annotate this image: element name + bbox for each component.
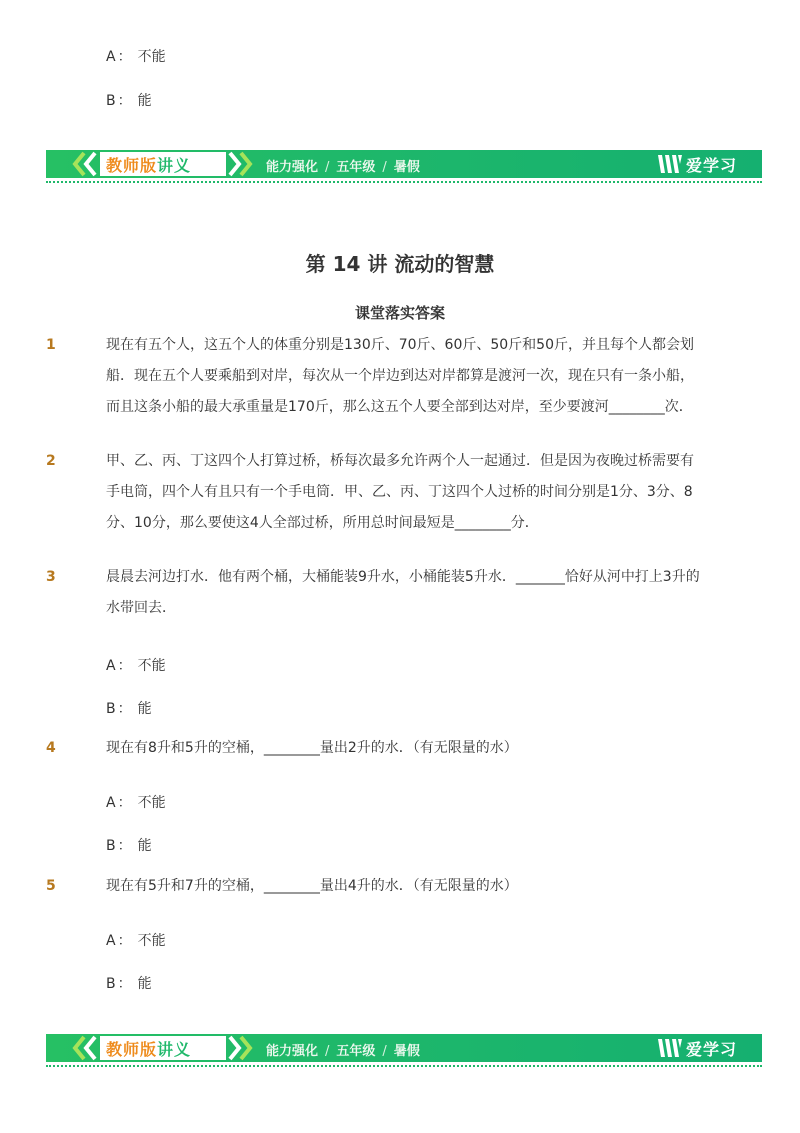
breadcrumb-separator: /	[325, 160, 330, 175]
section-title: 课堂落实答案	[354, 304, 445, 322]
double-chevron-left-icon	[70, 150, 102, 178]
option-text: 不能	[137, 795, 166, 811]
breadcrumb-item: 暑假	[393, 1044, 420, 1059]
option-text: 能	[137, 93, 152, 109]
double-chevron-left-icon	[70, 1034, 102, 1062]
breadcrumb-separator: /	[382, 160, 387, 175]
banner-dotted-line	[46, 1065, 762, 1067]
option-sep: ：	[117, 933, 132, 949]
question-line: 水带回去．	[106, 600, 176, 616]
option-sep: ：	[117, 795, 132, 811]
question-text	[106, 871, 728, 902]
option-text: 能	[137, 838, 152, 854]
banner-dotted-line	[46, 181, 762, 183]
question-line: 而且这条小船的最大承重量是170斤，那么这五个人要全部到达对岸，至少要渡河________次．	[106, 399, 693, 415]
brand-logo	[656, 1036, 756, 1060]
question-line: 船．现在五个人要乘船到对岸，每次从一个岸边到达对岸都算是渡河一次，现在只有一条小船，	[106, 368, 694, 384]
question-number: 2	[46, 453, 56, 469]
question-line: 晨晨去河边打水．他有两个桶，大桶能装9升水，小桶能装5升水．_______恰好从河中打上3升的	[106, 569, 700, 585]
option-letter: A	[106, 795, 116, 811]
question-number: 5	[46, 878, 56, 894]
option-b	[106, 90, 152, 110]
option-sep: ：	[117, 49, 132, 65]
banner-title-part2: 讲义	[157, 156, 192, 175]
question-text	[106, 733, 728, 764]
double-chevron-right-icon	[224, 1034, 258, 1062]
brand-name: 爱学习	[686, 1040, 738, 1059]
footer-banner	[46, 1034, 762, 1068]
question-number: 3	[46, 569, 56, 585]
breadcrumb-item: 能力强化	[266, 160, 319, 175]
header-banner	[46, 150, 762, 184]
option-sep: ：	[117, 838, 132, 854]
banner-title-part2: 讲义	[157, 1040, 192, 1059]
option-text: 不能	[137, 933, 166, 949]
option-b	[106, 835, 152, 855]
option-a	[106, 792, 166, 812]
question-number: 4	[46, 740, 56, 756]
option-letter: A	[106, 933, 116, 949]
question-line: 手电筒，四个人有且只有一个手电筒．甲、乙、丙、丁这四个人过桥的时间分别是1分、3分、8	[106, 484, 693, 500]
banner-title	[106, 153, 191, 176]
question-text	[106, 446, 728, 539]
option-letter: B	[106, 838, 116, 854]
breadcrumb-separator: /	[325, 1044, 330, 1059]
option-b	[106, 973, 152, 993]
breadcrumb-item: 五年级	[336, 160, 376, 175]
option-text: 能	[137, 976, 152, 992]
question-text	[106, 330, 728, 423]
option-a	[106, 930, 166, 950]
option-sep: ：	[117, 701, 132, 717]
brand-logo-icon	[656, 152, 684, 176]
question-line: 现在有5升和7升的空桶，________量出4升的水．（有无限量的水）	[106, 878, 518, 894]
option-sep: ：	[117, 93, 132, 109]
option-text: 不能	[137, 658, 166, 674]
breadcrumb-separator: /	[382, 1044, 387, 1059]
banner-title	[106, 1037, 191, 1060]
banner-title-part1: 教师版	[106, 1040, 158, 1059]
breadcrumb	[266, 1040, 420, 1059]
breadcrumb	[266, 156, 420, 175]
option-sep: ：	[117, 658, 132, 674]
question-number: 1	[46, 337, 56, 353]
brand-name: 爱学习	[686, 156, 738, 175]
question-line: 现在有五个人，这五个人的体重分别是130斤、70斤、60斤、50斤和50斤，并且每个人都会划	[106, 337, 694, 353]
brand-logo	[656, 152, 756, 176]
banner-title-part1: 教师版	[106, 156, 158, 175]
question-text	[106, 562, 728, 624]
breadcrumb-item: 能力强化	[266, 1044, 319, 1059]
breadcrumb-item: 暑假	[393, 160, 420, 175]
option-letter: B	[106, 701, 116, 717]
question-line: 甲、乙、丙、丁这四个人打算过桥，桥每次最多允许两个人一起通过．但是因为夜晚过桥需要有	[106, 453, 694, 469]
option-letter: A	[106, 49, 116, 65]
breadcrumb-item: 五年级	[336, 1044, 376, 1059]
brand-logo-icon	[656, 1036, 684, 1060]
option-letter: A	[106, 658, 116, 674]
option-sep: ：	[117, 976, 132, 992]
double-chevron-right-icon	[224, 150, 258, 178]
option-b	[106, 698, 152, 718]
question-line: 现在有8升和5升的空桶，________量出2升的水．（有无限量的水）	[106, 740, 518, 756]
option-a	[106, 46, 166, 66]
option-letter: B	[106, 976, 116, 992]
lecture-title: 第 14 讲 流动的智慧	[305, 252, 495, 276]
option-text: 能	[137, 701, 152, 717]
option-a	[106, 655, 166, 675]
question-line: 分、10分，那么要使这4人全部过桥，所用总时间最短是________分．	[106, 515, 539, 531]
option-letter: B	[106, 93, 116, 109]
option-text: 不能	[137, 49, 166, 65]
